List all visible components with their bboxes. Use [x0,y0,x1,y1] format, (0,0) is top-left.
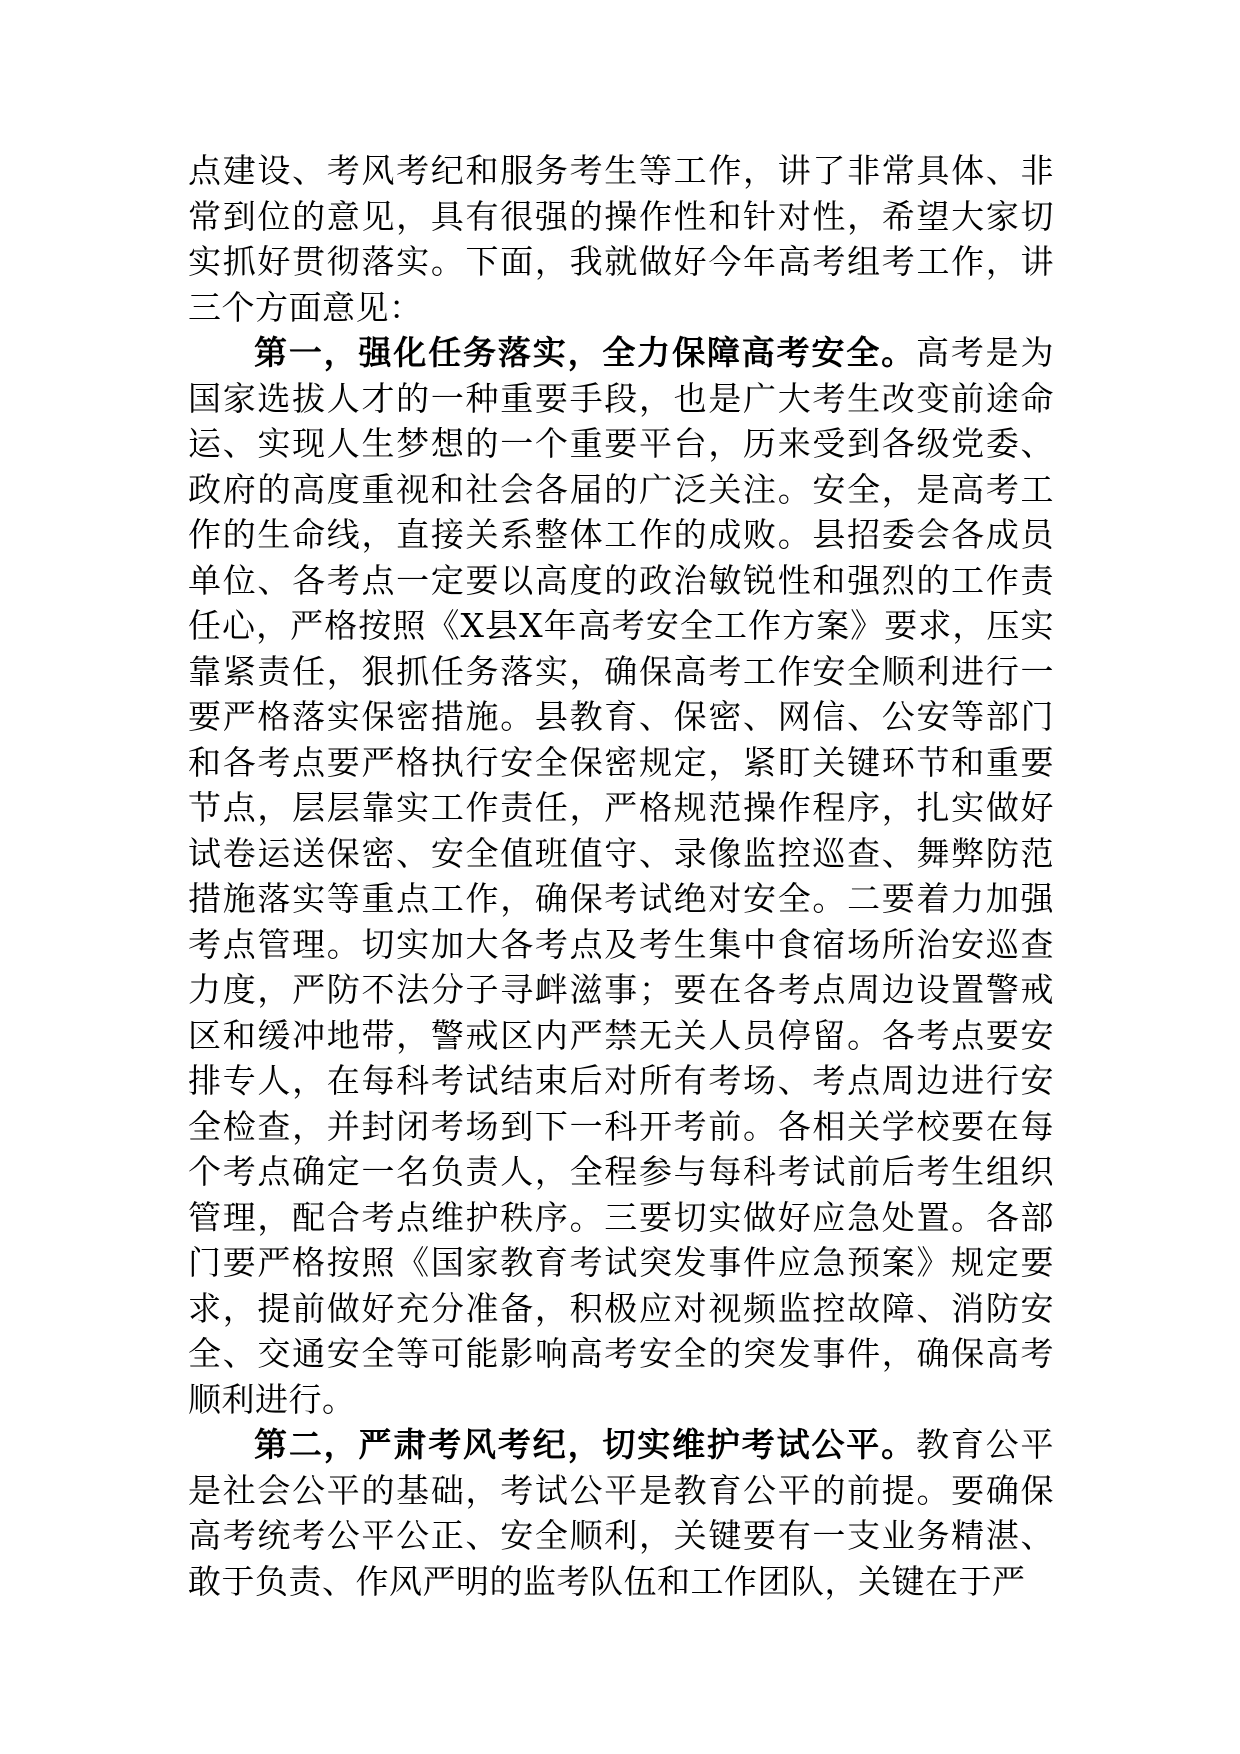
paragraph-text: 高考是为国家选拔人才的一种重要手段，也是广大考生改变前途命运、实现人生梦想的一个重要平台，历来受到各级党委、政府的高度重视和社会各届的广泛关注。安全，是高考工作的生命线，直接关系整体工作的成败。县招委会各成员单位、各考点一定要以高度的政治敏锐性和强烈的工作责任心，严格按照《X县X年高考安全工作方案》要求，压实靠紧责任，狠抓任务落实，确保高考工作安全顺利进行一要严格落实保密措施。县教育、保密、网信、公安等部门和各考点要严格执行安全保密规定，紧盯关键环节和重要节点，层层靠实工作责任，严格规范操作程序，扎实做好试卷运送保密、安全值班值守、录像监控巡查、舞弊防范措施落实等重点工作，确保考试绝对安全。二要着力加强考点管理。切实加大各考点及考生集中食宿场所治安巡查力度，严防不法分子寻衅滋事；要在各考点周边设置警戒区和缓冲地带，警戒区内严禁无关人员停留。各考点要安排专人，在每科考试结束后对所有考场、考点周边进行安全检查，并封闭考场到下一科开考前。各相关学校要在每个考点确定一名负责人，全程参与每科考试前后考生组织管理，配合考点维护秩序。三要切实做好应急处置。各部门要严格按照《国家教育考试突发事件应急预案》规定要求，提前做好充分准备，积极应对视频监控故障、消防安全、交通安全等可能影响高考安全的突发事件，确保高考顺利进行。 [188,333,1055,1419]
paragraph-text: 点建设、考风考纪和服务考生等工作，讲了非常具体、非常到位的意见，具有很强的操作性和针对性，希望大家切实抓好贯彻落实。下面，我就做好今年高考组考工作，讲三个方面意见： [188,151,1054,327]
document-page [188,148,1054,1604]
paragraph-text: 教育公平是社会公平的基础，考试公平是教育公平的前提。要确保高考统考公平公正、安全顺利，关键要有一支业务精湛、敢于负责、作风严明的监考队伍和工作团队，关键在于严 [188,1425,1055,1601]
section-heading: 第二，严肃考风考纪，切实维护考试公平。 [254,1425,916,1464]
paragraph-section-one [188,330,1054,1422]
paragraph-intro [188,148,1054,330]
section-heading: 第一，强化任务落实，全力保障高考安全。 [254,333,916,372]
paragraph-section-two [188,1422,1054,1604]
